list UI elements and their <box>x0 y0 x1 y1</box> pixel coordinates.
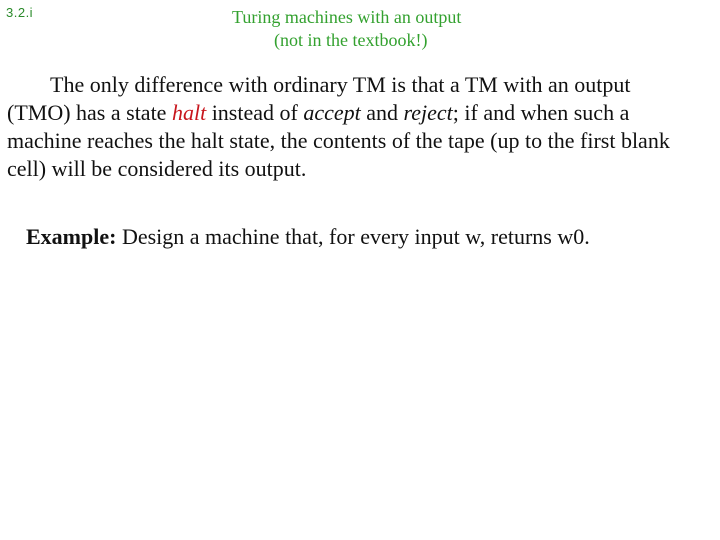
paragraph-text-2: instead of <box>206 100 304 125</box>
example-label: Example: <box>26 224 117 249</box>
paragraph-text-4: ; if and when such a machine reaches the halt state, the contents of the tape (up to the first blank cell) will be considered its output. <box>7 100 670 181</box>
halt-term: halt <box>171 100 207 125</box>
accept-term: accept <box>303 100 361 125</box>
paragraph-text-1: The only difference with ordinary TM is that a TM with an output (TMO) has a state <box>7 72 631 125</box>
reject-term: reject <box>403 100 453 125</box>
paragraph-text-3: and <box>360 100 404 125</box>
example-statement <box>26 223 706 251</box>
title-line-1: Turing machines with an output <box>232 7 462 27</box>
title-line-2: (not in the textbook!) <box>274 30 428 50</box>
body-paragraph <box>7 71 697 183</box>
slide-title <box>232 6 492 52</box>
slide-number: 3.2.i <box>6 5 34 20</box>
example-text: Design a machine that, for every input w, returns w0. <box>116 224 590 249</box>
